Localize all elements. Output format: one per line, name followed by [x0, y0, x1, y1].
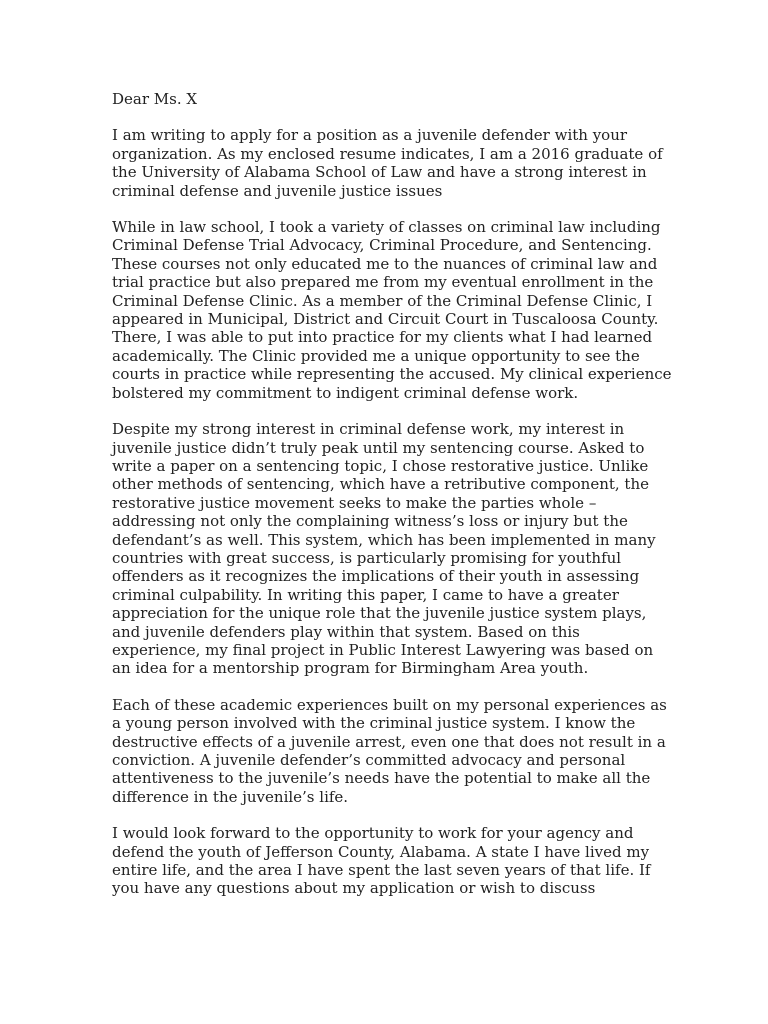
- paragraph-closing: I would look forward to the opportunity to work for your agency and defend the youth of Jefferson County, Alabama. A state I have lived my entire life, and the area I have spent the last seven years of that life. If you have any questions about my application or wish to discuss: [112, 824, 651, 898]
- paragraph-law-school: While in law school, I took a variety of classes on criminal law including Criminal Defense Trial Advocacy, Criminal Procedure, and Sentencing. These courses not only educated me to the nuances of criminal law and trial practice but also prepared me from my eventual enrollment in the Criminal Defense Clinic. As a member of the Criminal Defense Clinic, I appeared in Municipal, District and Circuit Court in Tuscaloosa County. There, I was able to put into practice for my clients what I had learned academically. The Clinic provided me a unique opportunity to see the courts in practice while representing the accused. My clinical experience bolstered my commitment to indigent criminal defense work.: [112, 218, 672, 402]
- paragraph-juvenile-justice: Despite my strong interest in criminal defense work, my interest in juvenile justice didn’t truly peak until my sentencing course. Asked to write a paper on a sentencing topic, I chose restorative justice. Unlike other methods of sentencing, which have a retributive component, the restorative justice movement seeks to make the parties whole – addressing not only the complaining witness’s loss or injury but the defendant’s as well. This system, which has been implemented in many countries with great success, is particularly promising for youthful offenders as it recognizes the implications of their youth in assessing criminal culpability. In writing this paper, I came to have a greater appreciation for the unique role that the juvenile justice system plays, and juvenile defenders play within that system. Based on this experience, my final project in Public Interest Lawyering was based on an idea for a mentorship program for Birmingham Area youth.: [112, 420, 656, 678]
- salutation: Dear Ms. X: [112, 90, 198, 108]
- paragraph-personal-experience: Each of these academic experiences built on my personal experiences as a young person involved with the criminal justice system. I know the destructive effects of a juvenile arrest, even one that does not result in a conviction. A juvenile defender’s committed advocacy and personal attentiveness to the juvenile’s needs have the potential to make all the difference in the juvenile’s life.: [112, 695, 667, 806]
- paragraph-intro: I am writing to apply for a position as a juvenile defender with your organization. As my enclosed resume indicates, I am a 2016 graduate of the University of Alabama School of Law and have a strong interest in criminal defense and juvenile justice issues: [112, 126, 663, 200]
- cover-letter: [112, 90, 672, 916]
